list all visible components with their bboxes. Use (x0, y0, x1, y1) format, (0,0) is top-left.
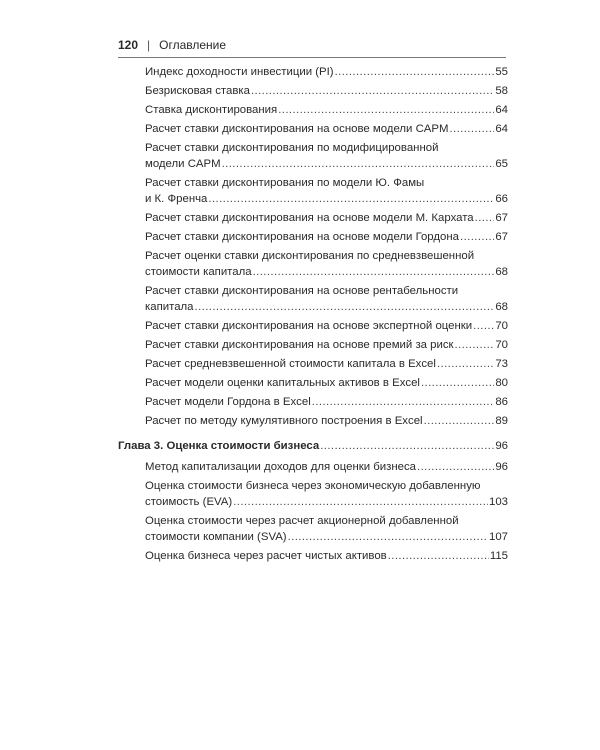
toc-entry-title: Расчет средневзвешенной стоимости капитала в Excel (145, 358, 436, 370)
toc-entry[interactable] (145, 318, 508, 334)
toc-entry-title: Оценка бизнеса через расчет чистых активов (145, 550, 387, 562)
toc-entry-title: Расчет по методу кумулятивного построения в Excel (145, 415, 423, 427)
toc-entry[interactable] (145, 299, 508, 315)
toc-entry[interactable] (145, 375, 508, 391)
toc-entry-page: 66 (495, 193, 508, 205)
toc-entry-title-line1: Расчет ставки дисконтирования по модели Ю. Фамы (145, 177, 425, 189)
toc-entry-page: 70 (495, 320, 508, 332)
leader-dots (421, 375, 494, 391)
toc-entry-page: 86 (495, 396, 508, 408)
toc-entry-page: 68 (495, 266, 508, 278)
leader-dots (320, 438, 494, 454)
toc-entry[interactable] (145, 210, 508, 226)
section-title: Оглавление (159, 38, 227, 52)
toc-entry[interactable] (145, 337, 508, 353)
toc-entry-title-line1: Оценка стоимости бизнеса через экономическую добавленную (145, 480, 481, 492)
toc-entry-page: 103 (488, 496, 508, 508)
leader-dots (288, 529, 488, 545)
toc-entry-page: 96 (495, 461, 508, 473)
leader-dots (460, 229, 494, 245)
toc-entry-title-line1: Оценка стоимости через расчет акционерной добавленной (145, 515, 459, 527)
header-separator: | (147, 38, 151, 52)
leader-dots (437, 356, 494, 372)
toc-entry-page: 65 (495, 158, 508, 170)
leader-dots (388, 548, 489, 564)
toc-entry[interactable] (145, 394, 508, 410)
toc-entry-title: Безрисковая ставка (145, 85, 250, 97)
leader-dots (253, 264, 495, 280)
toc-entry-page: 67 (495, 231, 508, 243)
toc-entry-title-line1: Расчет ставки дисконтирования по модифицированной (145, 142, 439, 154)
toc-entry[interactable] (145, 229, 508, 245)
leader-dots (449, 121, 494, 137)
toc-entry[interactable] (145, 356, 508, 372)
leader-dots (417, 459, 494, 475)
toc-entry-title: Расчет ставки дисконтирования на основе экспертной оценки (145, 320, 473, 332)
toc-entry-title: стоимость (EVA) (145, 496, 233, 508)
toc-entry[interactable] (145, 494, 508, 510)
toc-entry-title-line1: Расчет оценки ставки дисконтирования по средневзвешенной (145, 250, 475, 262)
toc-entry[interactable] (145, 64, 508, 80)
leader-dots (208, 191, 494, 207)
toc-entry-page: 73 (495, 358, 508, 370)
toc-entry-title: Расчет ставки дисконтирования на основе модели CAPM (145, 123, 449, 135)
toc-entry-title: Расчет ставки дисконтирования на основе премий за риск (145, 339, 454, 351)
toc-entry[interactable] (145, 413, 508, 429)
leader-dots (312, 394, 495, 410)
toc-entry-page: 58 (495, 85, 508, 97)
toc-entry[interactable] (145, 191, 508, 207)
page-number: 120 (118, 38, 139, 52)
toc-chapter-title: Глава 3. Оценка стоимости бизнеса (118, 440, 320, 452)
toc-entry[interactable] (145, 529, 508, 545)
toc-entry-title: и К. Френча (145, 193, 208, 205)
header-rule (118, 57, 506, 58)
leader-dots (475, 210, 495, 226)
leader-dots (335, 64, 495, 80)
toc-entry-page: 89 (495, 415, 508, 427)
toc-entry-page: 64 (495, 123, 508, 135)
leader-dots (278, 102, 494, 118)
toc-entry-title: Индекс доходности инвестиции (PI) (145, 66, 334, 78)
toc-entry[interactable] (145, 102, 508, 118)
toc-entry[interactable] (145, 83, 508, 99)
toc-entry-title: стоимости капитала (145, 266, 252, 278)
leader-dots (195, 299, 495, 315)
toc-entry-title: Расчет модели Гордона в Excel (145, 396, 311, 408)
toc-entry-page: 55 (495, 66, 508, 78)
toc-entry-page: 107 (488, 531, 508, 543)
toc-entry-title: модели CAPM (145, 158, 221, 170)
toc-entry-page: 80 (495, 377, 508, 389)
toc-entry-title: стоимости компании (SVA) (145, 531, 287, 543)
toc-entry[interactable] (145, 121, 508, 137)
leader-dots (424, 413, 495, 429)
toc-entry-title: Расчет модели оценки капитальных активов в Excel (145, 377, 420, 389)
toc-entry-page: 67 (495, 212, 508, 224)
toc-entry-page: 96 (495, 440, 508, 452)
toc-entry-page: 64 (495, 104, 508, 116)
toc-entry-title: капитала (145, 301, 194, 313)
leader-dots (222, 156, 495, 172)
toc-entry-title: Метод капитализации доходов для оценки бизнеса (145, 461, 417, 473)
toc-entry[interactable] (145, 548, 508, 564)
toc-entry-page: 115 (489, 550, 508, 562)
leader-dots (251, 83, 494, 99)
running-header (118, 38, 504, 52)
toc-chapter-entry[interactable] (118, 438, 508, 454)
toc-entry-title-line1: Расчет ставки дисконтирования на основе рентабельности (145, 285, 459, 297)
leader-dots (455, 337, 495, 353)
toc-entry-title: Расчет ставки дисконтирования на основе модели Гордона (145, 231, 459, 243)
toc-entry[interactable] (145, 459, 508, 475)
leader-dots (233, 494, 488, 510)
leader-dots (473, 318, 494, 334)
toc-entry-page: 70 (495, 339, 508, 351)
toc-entry-page: 68 (495, 301, 508, 313)
toc-entry[interactable] (145, 264, 508, 280)
toc-entry-title: Расчет ставки дисконтирования на основе модели М. Кархата (145, 212, 474, 224)
toc-entry-title: Ставка дисконтирования (145, 104, 278, 116)
toc-entry[interactable] (145, 156, 508, 172)
